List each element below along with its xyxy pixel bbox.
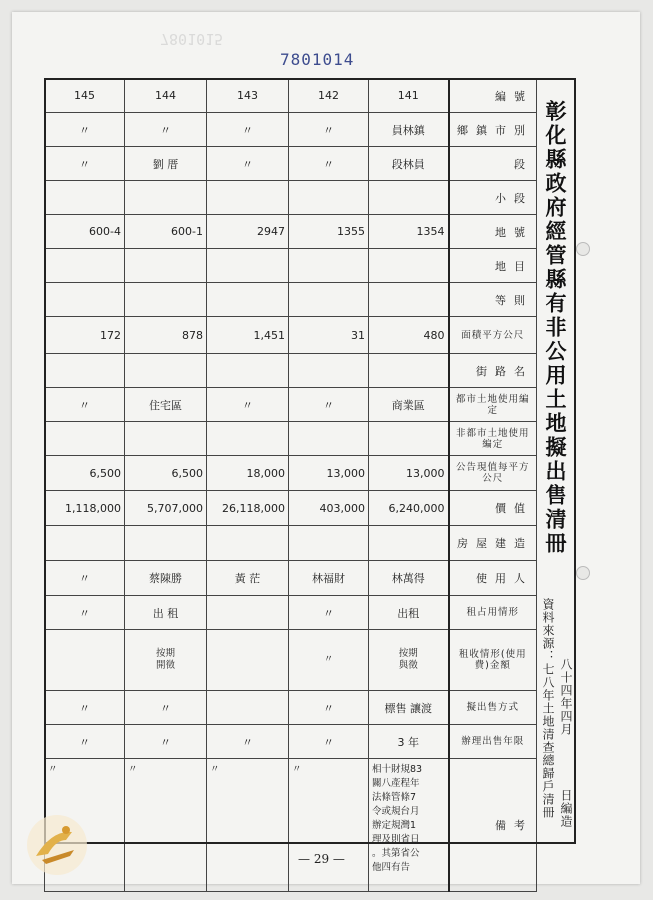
cell-urban_zone: 住宅區	[125, 388, 207, 422]
cell-subsection	[125, 181, 207, 215]
cell-value_per_m2: 18,000	[207, 456, 289, 491]
cell-urban_zone: 〃	[289, 388, 369, 422]
document-title: 彰化縣政府經管縣有非公用土地擬出售清冊	[543, 100, 568, 556]
cell-lot: 2947	[207, 215, 289, 249]
cell-grade	[45, 283, 125, 317]
cell-note: 〃	[289, 759, 369, 892]
table-row	[45, 596, 537, 630]
cell-note: 〃	[207, 759, 289, 892]
cell-subsection	[207, 181, 289, 215]
row-label: 備考	[449, 759, 537, 892]
cell-building	[369, 526, 449, 561]
cell-road	[207, 354, 289, 388]
row-label: 擬出售方式	[449, 691, 537, 725]
cell-subsection	[369, 181, 449, 215]
cell-rent	[207, 630, 289, 691]
cell-user: 黃 茫	[207, 561, 289, 596]
row-label: 段	[449, 147, 537, 181]
cell-occupancy: 〃	[45, 596, 125, 630]
cell-road	[369, 354, 449, 388]
compile-date	[558, 658, 575, 828]
cell-area: 172	[45, 317, 125, 354]
cell-town: 〃	[207, 113, 289, 147]
cell-building	[289, 526, 369, 561]
cell-occupancy: 出租	[369, 596, 449, 630]
row-label: 租占用情形	[449, 596, 537, 630]
cell-sale_method: 標售 讓渡	[369, 691, 449, 725]
cell-non_urban	[45, 422, 125, 456]
cell-non_urban	[207, 422, 289, 456]
row-label: 公告現值每平方公尺	[449, 456, 537, 491]
table-row	[45, 388, 537, 422]
cell-value: 6,240,000	[369, 491, 449, 526]
cell-non_urban	[125, 422, 207, 456]
cell-area: 878	[125, 317, 207, 354]
compiled-label: 日編造	[559, 789, 573, 828]
cell-value: 5,707,000	[125, 491, 207, 526]
cell-grade	[45, 249, 125, 283]
table-row	[45, 215, 537, 249]
cell-user: 林福財	[289, 561, 369, 596]
cell-years: 〃	[125, 725, 207, 759]
cell-rent: 〃	[289, 630, 369, 691]
table-row	[45, 317, 537, 354]
cell-grade	[369, 283, 449, 317]
cell-note: 〃	[125, 759, 207, 892]
cell-grade	[125, 249, 207, 283]
row-label: 都市土地使用編定	[449, 388, 537, 422]
cell-building	[125, 526, 207, 561]
cell-no: 142	[289, 79, 369, 113]
row-label: 房屋建造	[449, 526, 537, 561]
cell-building	[207, 526, 289, 561]
table-row	[45, 113, 537, 147]
row-label: 地號	[449, 215, 537, 249]
cell-sale_method: 〃	[289, 691, 369, 725]
cell-occupancy	[207, 596, 289, 630]
cell-lot: 1355	[289, 215, 369, 249]
table-row	[45, 249, 537, 283]
cell-sale_method	[207, 691, 289, 725]
cell-years: 3 年	[369, 725, 449, 759]
cell-sale_method: 〃	[125, 691, 207, 725]
page-number: — 29 —	[298, 852, 345, 866]
cell-grade	[207, 249, 289, 283]
cell-value_per_m2: 13,000	[289, 456, 369, 491]
cell-note: 相十財規83 關八產程年 法條管條7 令或規台月 辦定規灣1 理及則省日 。其第省公 他四有告	[369, 759, 449, 892]
cell-area: 31	[289, 317, 369, 354]
binder-hole	[576, 242, 590, 256]
cell-town: 〃	[125, 113, 207, 147]
cell-value_per_m2: 6,500	[125, 456, 207, 491]
cell-non_urban	[289, 422, 369, 456]
row-label: 辦理出售年限	[449, 725, 537, 759]
cell-road	[289, 354, 369, 388]
row-label: 價值	[449, 491, 537, 526]
table-row	[45, 79, 537, 113]
table-row	[45, 181, 537, 215]
library-logo	[22, 810, 92, 880]
cell-no: 144	[125, 79, 207, 113]
table-row	[45, 456, 537, 491]
row-label: 編號	[449, 79, 537, 113]
cell-value_per_m2: 6,500	[45, 456, 125, 491]
cell-building	[45, 526, 125, 561]
row-label: 小段	[449, 181, 537, 215]
cell-lot: 1354	[369, 215, 449, 249]
cell-value: 403,000	[289, 491, 369, 526]
cell-area: 480	[369, 317, 449, 354]
row-label: 地目	[449, 249, 537, 283]
table-row	[45, 725, 537, 759]
table-row	[45, 691, 537, 725]
cell-grade	[289, 249, 369, 283]
cell-sale_method: 〃	[45, 691, 125, 725]
cell-grade	[289, 283, 369, 317]
cell-rent: 按期 與徵	[369, 630, 449, 691]
cell-lot: 600-4	[45, 215, 125, 249]
cell-note: 〃	[45, 759, 125, 892]
cell-section: 劉 厝	[125, 147, 207, 181]
cell-user: 〃	[45, 561, 125, 596]
table-row	[45, 759, 537, 892]
land-register-table	[44, 78, 537, 892]
cell-value: 26,118,000	[207, 491, 289, 526]
cell-section: 段林員	[369, 147, 449, 181]
row-label: 使用人	[449, 561, 537, 596]
cell-no: 141	[369, 79, 449, 113]
binder-hole	[576, 566, 590, 580]
cell-user: 林萬得	[369, 561, 449, 596]
cell-value_per_m2: 13,000	[369, 456, 449, 491]
cell-town: 〃	[289, 113, 369, 147]
table-row	[45, 283, 537, 317]
row-label: 租收情形(使用費)金額	[449, 630, 537, 691]
table-row	[45, 630, 537, 691]
cell-rent: 按期 開徵	[125, 630, 207, 691]
cell-value: 1,118,000	[45, 491, 125, 526]
cell-years: 〃	[45, 725, 125, 759]
table-row	[45, 147, 537, 181]
cell-grade	[369, 249, 449, 283]
cell-user: 蔡陳勝	[125, 561, 207, 596]
cell-years: 〃	[207, 725, 289, 759]
cell-town: 〃	[45, 113, 125, 147]
table-row	[45, 526, 537, 561]
cell-subsection	[45, 181, 125, 215]
cell-years: 〃	[289, 725, 369, 759]
cell-rent	[45, 630, 125, 691]
cell-occupancy: 出 租	[125, 596, 207, 630]
row-label: 街路名	[449, 354, 537, 388]
table-row	[45, 354, 537, 388]
cell-no: 143	[207, 79, 289, 113]
cell-non_urban	[369, 422, 449, 456]
cell-urban_zone: 〃	[45, 388, 125, 422]
document-number: 7801014	[280, 50, 355, 69]
data-source: 資料來源：七八年土地清查總歸戶清冊	[541, 598, 555, 819]
cell-section: 〃	[289, 147, 369, 181]
cell-urban_zone: 〃	[207, 388, 289, 422]
cell-no: 145	[45, 79, 125, 113]
cell-section: 〃	[45, 147, 125, 181]
cell-road	[45, 354, 125, 388]
row-label: 鄉鎮市別	[449, 113, 537, 147]
cell-lot: 600-1	[125, 215, 207, 249]
date-label: 八十四年四月	[559, 658, 573, 736]
cell-grade	[125, 283, 207, 317]
cell-subsection	[289, 181, 369, 215]
cell-section: 〃	[207, 147, 289, 181]
cell-town: 員林鎮	[369, 113, 449, 147]
table-row	[45, 491, 537, 526]
row-label: 非都市土地使用編定	[449, 422, 537, 456]
table-row	[45, 561, 537, 596]
table-row	[45, 422, 537, 456]
row-label: 等則	[449, 283, 537, 317]
row-label: 面積平方公尺	[449, 317, 537, 354]
bleed-through-number: 7801015	[160, 30, 224, 48]
cell-urban_zone: 商業區	[369, 388, 449, 422]
cell-occupancy: 〃	[289, 596, 369, 630]
cell-road	[125, 354, 207, 388]
cell-grade	[207, 283, 289, 317]
cell-area: 1,451	[207, 317, 289, 354]
